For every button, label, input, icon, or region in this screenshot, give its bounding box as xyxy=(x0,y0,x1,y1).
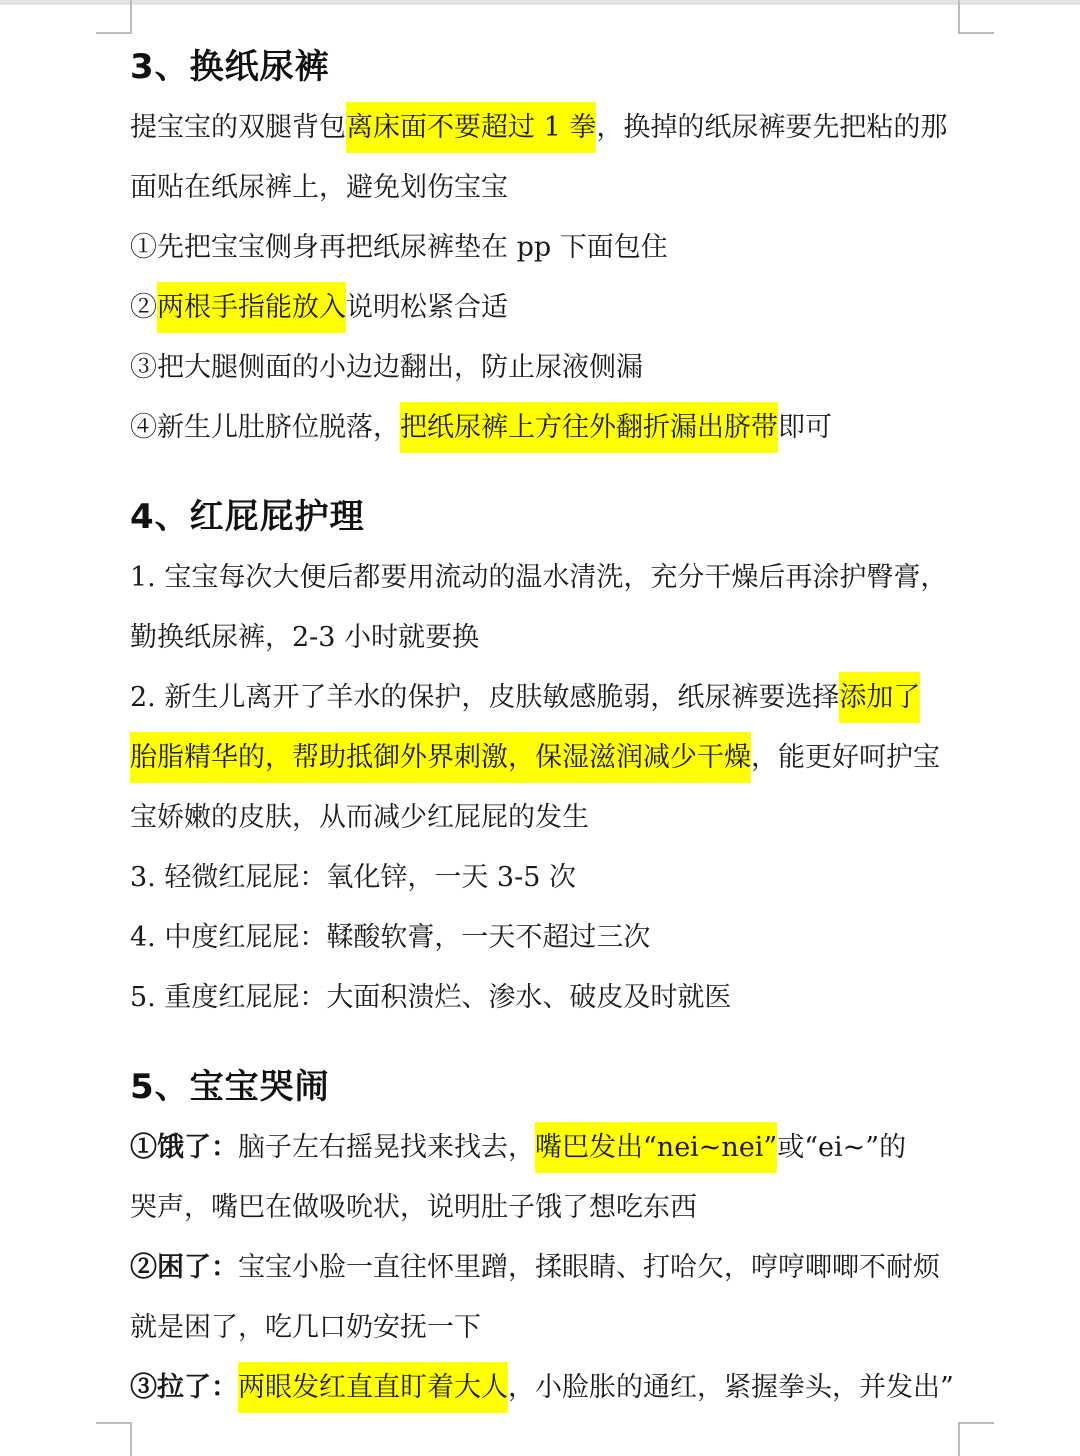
text-line xyxy=(130,908,970,968)
highlighted-text: 胎脂精华的，帮助抵御外界刺激，保湿滋润减少干燥 xyxy=(130,732,751,783)
text-segment: ② xyxy=(130,292,157,323)
highlighted-text: 两眼发红直直盯着大人 xyxy=(238,1362,508,1413)
page-corner-mark-top-left xyxy=(96,0,132,34)
bold-label: ③拉了： xyxy=(130,1372,238,1403)
text-line xyxy=(130,1118,970,1178)
section-heading: 5、宝宝哭闹 xyxy=(130,1067,330,1107)
text-segment: 5. 重度红屁屁：大面积溃烂、渗水、破皮及时就医 xyxy=(130,982,732,1013)
highlighted-text: 添加了 xyxy=(839,672,920,723)
text-line xyxy=(130,968,970,1028)
text-segment: ①先把宝宝侧身再把纸尿裤垫在 pp 下面包住 xyxy=(130,232,668,263)
page-corner-mark-bottom-left xyxy=(96,1422,132,1456)
bold-label: ①饿了： xyxy=(130,1132,238,1163)
bold-label: ②困了： xyxy=(130,1252,238,1283)
text-segment: 哭声，嘴巴在做吸吮状，说明肚子饿了想吃东西 xyxy=(130,1192,697,1223)
text-line xyxy=(130,398,970,458)
text-line xyxy=(130,608,970,668)
top-scroll-edge xyxy=(0,0,1080,5)
text-line xyxy=(130,848,970,908)
text-segment: 就是困了，吃几口奶安抚一下 xyxy=(130,1312,481,1343)
text-segment: 提宝宝的双腿背包 xyxy=(130,112,346,143)
text-line xyxy=(130,338,970,398)
text-segment: 勤换纸尿裤，2-3 小时就要换 xyxy=(130,622,480,653)
text-segment: 宝娇嫩的皮肤，从而减少红屁屁的发生 xyxy=(130,802,589,833)
text-segment: 即可 xyxy=(778,412,832,443)
text-line xyxy=(130,1298,970,1358)
text-line xyxy=(130,218,970,278)
section xyxy=(130,486,970,1028)
text-segment: ④新生儿肚脐位脱落， xyxy=(130,412,400,443)
text-segment: 面贴在纸尿裤上，避免划伤宝宝 xyxy=(130,172,508,203)
text-segment: ，小脸胀的通红，紧握拳头，并发出” xyxy=(508,1372,954,1403)
text-line xyxy=(130,278,970,338)
text-segment: 3. 轻微红屁屁：氧化锌，一天 3-5 次 xyxy=(130,862,576,893)
page-corner-mark-top-right xyxy=(958,0,994,34)
text-segment: ，能更好呵护宝 xyxy=(751,742,940,773)
highlighted-text: 两根手指能放入 xyxy=(157,282,346,333)
page-corner-mark-bottom-right xyxy=(958,1422,994,1456)
text-segment: 或“ei~”的 xyxy=(777,1132,907,1163)
text-line xyxy=(130,548,970,608)
text-segment: 4. 中度红屁屁：鞣酸软膏，一天不超过三次 xyxy=(130,922,651,953)
text-segment: 脑子左右摇晃找来找去， xyxy=(238,1132,535,1163)
text-segment: 2. 新生儿离开了羊水的保护，皮肤敏感脆弱，纸尿裤要选择 xyxy=(130,682,840,713)
text-line xyxy=(130,788,970,848)
text-line xyxy=(130,158,970,218)
text-segment: ③把大腿侧面的小边边翻出，防止尿液侧漏 xyxy=(130,352,643,383)
highlighted-text: 把纸尿裤上方往外翻折漏出脐带 xyxy=(400,402,778,453)
document-body xyxy=(130,36,970,1418)
text-segment: 说明松紧合适 xyxy=(346,292,508,323)
text-line xyxy=(130,668,970,728)
section-heading: 3、换纸尿裤 xyxy=(130,47,330,87)
text-segment: ，换掉的纸尿裤要先把粘的那 xyxy=(596,112,948,143)
highlighted-text: 离床面不要超过 1 拳 xyxy=(346,102,596,153)
section xyxy=(130,1056,970,1418)
section-heading: 4、红屁屁护理 xyxy=(130,497,365,537)
text-segment: 1. 宝宝每次大便后都要用流动的温水清洗，充分干燥后再涂护臀膏， xyxy=(130,562,948,593)
section xyxy=(130,36,970,458)
text-line xyxy=(130,1238,970,1298)
text-line xyxy=(130,98,970,158)
text-segment: 宝宝小脸一直往怀里蹭，揉眼睛、打哈欠，哼哼唧唧不耐烦 xyxy=(238,1252,940,1283)
highlighted-text: 嘴巴发出“nei~nei” xyxy=(535,1122,777,1173)
text-line xyxy=(130,1178,970,1238)
text-line xyxy=(130,1358,970,1418)
text-line xyxy=(130,728,970,788)
